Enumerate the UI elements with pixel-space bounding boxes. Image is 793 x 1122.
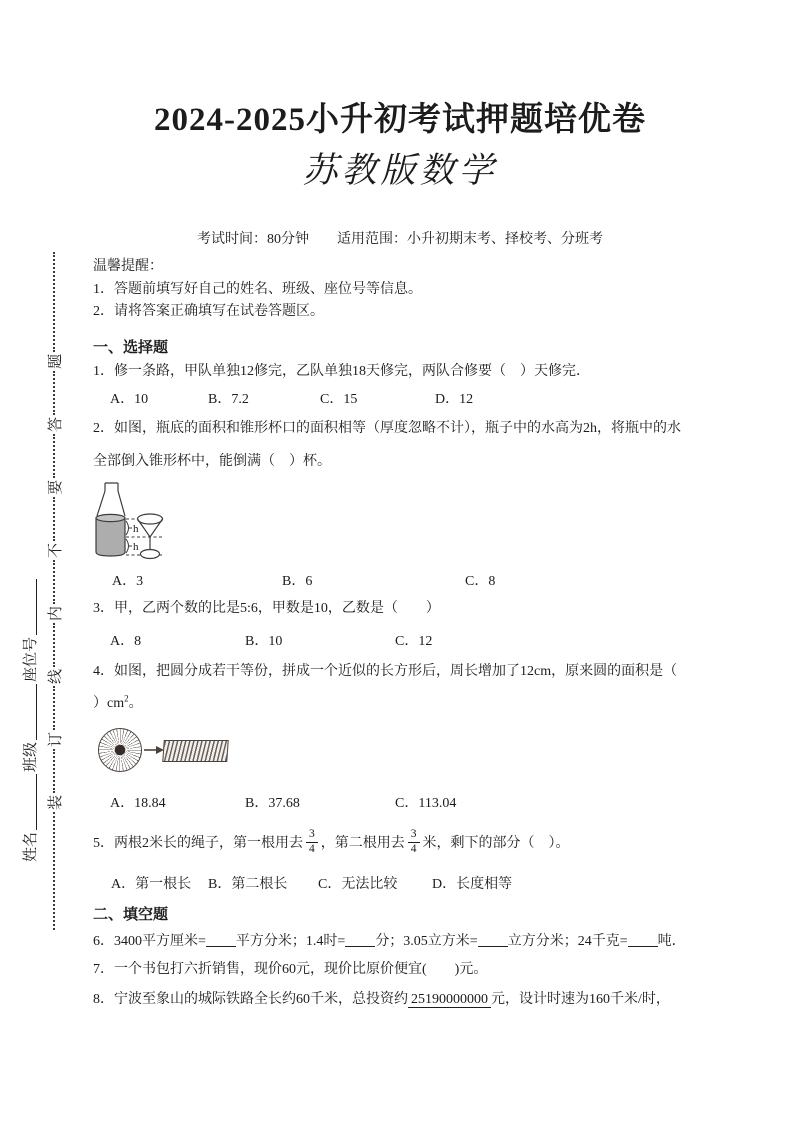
q2-figure-bottle-and-cone: [92, 479, 172, 565]
q6-part: 立方分米；24千克=: [507, 934, 628, 949]
fraction-numerator: 3: [306, 828, 318, 842]
binding-char: 答: [47, 416, 64, 432]
option-a: A．3: [112, 574, 144, 589]
fill-blank: [345, 932, 375, 947]
exam-scope: 适用范围：小升初期末考、择校考、分班考: [337, 232, 603, 247]
q8-part1: 8．宁波至象山的城际铁路全长约60千米，总投资约: [93, 992, 408, 1007]
question-4-text-line1: 4．如图，把圆分成若干等份，拼成一个近似的长方形后，周长增加了12cm，原来圆的面积是（: [93, 664, 678, 679]
page-subtitle: 苏教版数学: [302, 151, 498, 190]
binding-char: 内: [47, 605, 64, 621]
fraction-three-fourths: [306, 828, 318, 855]
binding-dots: [53, 686, 55, 730]
question-7-text: 7．一个书包打六折销售，现价60元，现价比原价便宜( )元。: [93, 962, 488, 977]
binding-line: [42, 190, 66, 930]
option-b: B．7.2: [208, 392, 249, 407]
fill-blank: [478, 932, 508, 947]
question-5-options: [0, 873, 793, 893]
binding-dots: [53, 749, 55, 793]
notice-item: 1．答题前填写好自己的姓名、班级、座位号等信息。: [93, 282, 422, 297]
option-c: C．113.04: [395, 796, 457, 811]
binding-dots: [53, 812, 55, 930]
q5-part3: 米，剩下的部分（ ）。: [422, 836, 570, 851]
question-2-text-line1: 2．如图，瓶底的面积和锥形杯口的面积相等（厚度忽略不计），瓶子中的水高为2h，将瓶中的水: [93, 421, 681, 436]
exam-time: 考试时间：80分钟: [197, 232, 309, 247]
question-8-text: [93, 988, 725, 1008]
binding-char: 要: [47, 479, 64, 495]
option-c: C．12: [395, 634, 433, 649]
option-b: B．10: [245, 634, 283, 649]
option-a: A．8: [110, 634, 142, 649]
option-b: B．第二根长: [208, 877, 288, 892]
field-name-label: 姓名: [22, 831, 39, 862]
q6-part: 吨．: [657, 934, 686, 949]
binding-char: 不: [47, 542, 64, 558]
underlined-number: 25190000000: [408, 992, 491, 1008]
q6-part: 6．3400平方厘米=: [93, 934, 206, 949]
option-a: A．18.84: [110, 796, 166, 811]
binding-char: 装: [47, 794, 64, 810]
fraction-denominator: 4: [309, 842, 315, 855]
notice-heading: 温馨提醒：: [93, 259, 163, 274]
binding-char: 线: [47, 668, 64, 684]
q5-part1: 5．两根2米长的绳子，第一根用去: [93, 836, 303, 851]
field-class-blank: [21, 684, 37, 740]
sector-rectangle: [162, 740, 229, 762]
q6-part: 分；3.05立方米=: [375, 934, 478, 949]
question-2-options: [0, 570, 793, 590]
fill-blank: [206, 932, 236, 947]
height-label-h2: h: [133, 541, 139, 553]
question-1-text: 1．修一条路，甲队单独12修完，乙队单独18天修完，两队合修要（ ）天修完．: [93, 364, 590, 379]
question-4-text-line2: [93, 692, 725, 712]
option-d: D．12: [435, 392, 474, 407]
question-1-options: [0, 388, 793, 408]
question-3-options: [0, 630, 793, 650]
field-seat-label: 座位号: [22, 636, 39, 682]
binding-char: 题: [47, 353, 64, 369]
option-d: D．长度相等: [432, 877, 513, 892]
q5-part2: ，第二根用去: [320, 836, 405, 851]
exam-info-line: [80, 228, 720, 248]
fill-blank: [628, 932, 658, 947]
question-6-text: [93, 930, 725, 950]
q4-line2-end: 。: [128, 696, 143, 711]
option-c: C．8: [465, 574, 496, 589]
question-3-text: 3．甲，乙两个数的比是5:6，甲数是10，乙数是（ ）: [93, 601, 440, 616]
q4-figure-circle-to-rectangle: [90, 716, 240, 776]
notice-item: 2．请将答案正确填写在试卷答题区。: [93, 304, 324, 319]
binding-char: 订: [47, 731, 64, 747]
option-b: B．37.68: [245, 796, 300, 811]
option-b: B．6: [282, 574, 313, 589]
option-c: C．无法比较: [318, 877, 398, 892]
question-2-text-line2: 全部倒入锥形杯中，能倒满（ ）杯。: [93, 454, 331, 469]
binding-dots: [53, 497, 55, 541]
section-choice-heading: 一、选择题: [93, 339, 169, 356]
q8-part2: 元，设计时速为160千米/时，: [491, 992, 670, 1007]
question-5-text: [93, 822, 725, 862]
bottle-cone-diagram: [92, 479, 172, 565]
height-label-h1: h: [133, 523, 139, 535]
q6-part: 平方分米；1.4时=: [235, 934, 346, 949]
q4-superscript: 2: [124, 693, 129, 704]
field-class-label: 班级: [22, 741, 39, 772]
fraction-denominator: 4: [410, 842, 417, 855]
option-a: A．第一根长: [111, 877, 192, 892]
binding-dots: [53, 434, 55, 478]
question-4-options: [0, 792, 793, 812]
option-c: C．15: [320, 392, 358, 407]
fraction-numerator: 3: [408, 828, 420, 842]
binding-dots: [53, 252, 55, 352]
page-title: 2024-2025小升初考试押题培优卷: [154, 102, 646, 138]
fraction-three-fourths: [408, 828, 420, 855]
option-a: A．10: [110, 392, 149, 407]
q4-line2-text: ）cm: [93, 696, 125, 711]
section-fill-heading: 二、填空题: [93, 906, 169, 923]
